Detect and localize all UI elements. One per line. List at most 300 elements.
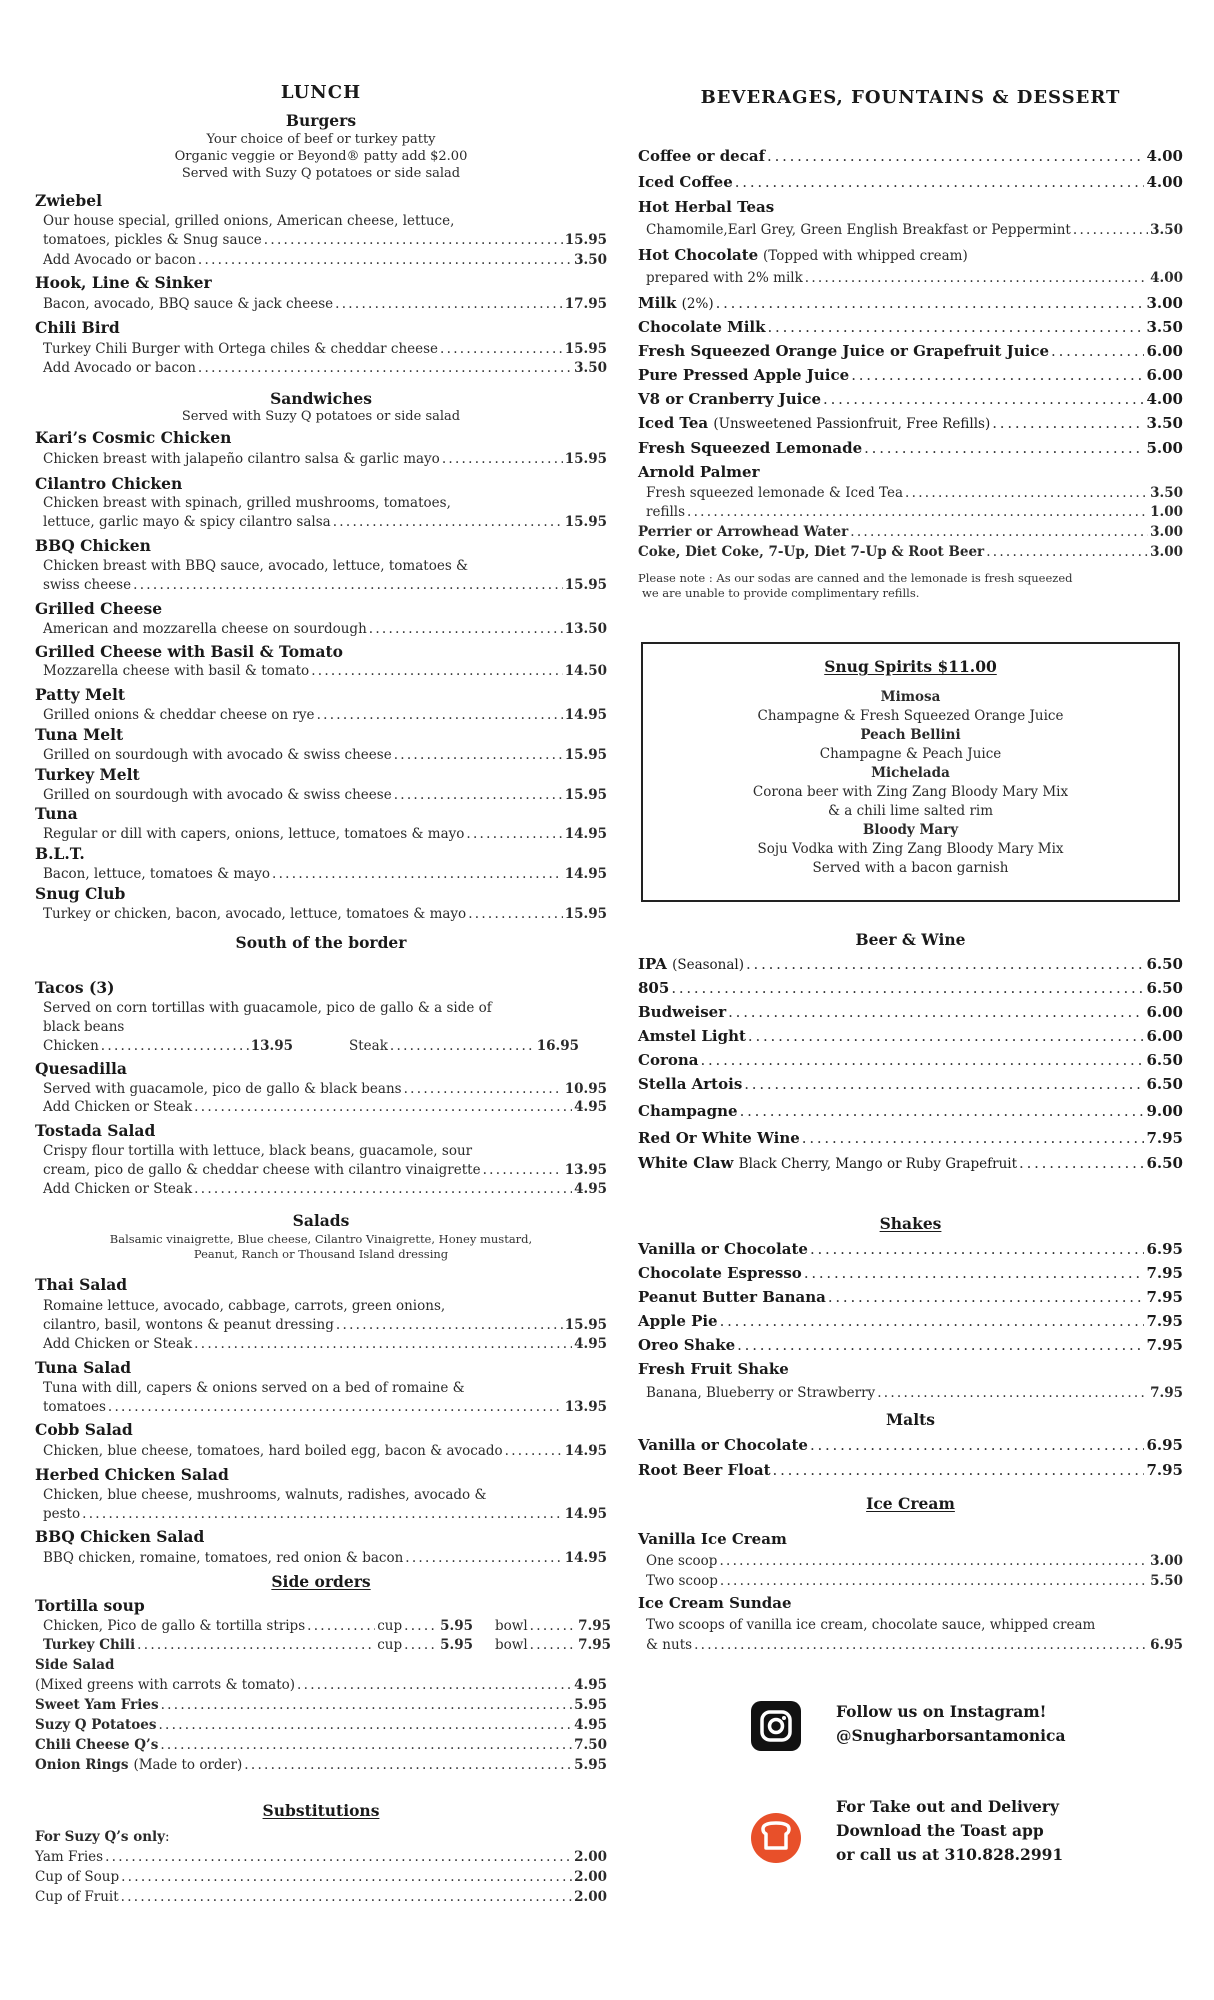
bev-row xyxy=(638,1461,1183,1479)
bev-price: 6.50 xyxy=(1146,955,1183,973)
menu-item-desc: Turkey Chili Burger with Ortega chiles & cheddar cheese xyxy=(43,341,439,357)
lunch-column xyxy=(35,0,611,2000)
toast-icon[interactable] xyxy=(750,1812,802,1864)
bev-price: 6.50 xyxy=(1146,1154,1183,1172)
toast-download: Download the Toast app xyxy=(836,1821,1044,1840)
subs-for-label: For Suzy Q’s only: xyxy=(35,1829,170,1845)
menu-item-desc: black beans xyxy=(43,1019,125,1035)
bev-name: Corona xyxy=(638,1051,699,1069)
menu-item-row xyxy=(35,1399,607,1415)
menu-item-name: Onion Rings xyxy=(35,1757,129,1773)
menu-item-name: Cobb Salad xyxy=(35,1420,133,1439)
addon-row xyxy=(35,1336,607,1352)
bev-name: 805 xyxy=(638,979,670,997)
bev-row xyxy=(638,1240,1183,1258)
bev-row xyxy=(638,979,1183,997)
tortilla-cup xyxy=(43,1618,473,1634)
menu-item-name: B.L.T. xyxy=(35,844,85,863)
menu-item-price: 7.50 xyxy=(574,1737,607,1753)
bev-price: 6.50 xyxy=(1146,1051,1183,1069)
bev-name: Hot Chocolate xyxy=(638,246,759,264)
tacos-chicken xyxy=(43,1038,293,1054)
bev-row xyxy=(638,173,1183,191)
subs-row xyxy=(35,1889,607,1905)
bev-price: 6.00 xyxy=(1146,342,1183,360)
note-line: Please note : As our sodas are canned and the lemonade is fresh squeezed xyxy=(638,571,1073,585)
bev-row xyxy=(638,1102,1183,1120)
bev-name: Fresh Squeezed Orange Juice or Grapefruit Juice xyxy=(638,342,1050,360)
bev-price: 1.00 xyxy=(1150,504,1183,520)
bev-label xyxy=(638,1154,1017,1172)
sandwiches-title: Sandwiches xyxy=(270,389,372,408)
menu-item-price: 15.95 xyxy=(564,906,607,922)
addon-row xyxy=(35,1181,607,1197)
addon-row xyxy=(35,1099,607,1115)
bev-row xyxy=(638,1264,1183,1282)
bev-row xyxy=(638,1288,1183,1306)
menu-item-price: 15.95 xyxy=(564,514,607,530)
menu-item-name: Quesadilla xyxy=(35,1059,127,1078)
bev-row xyxy=(638,1336,1183,1354)
spirit-desc: Corona beer with Zing Zang Bloody Mary Mix xyxy=(752,784,1069,800)
bev-name: Champagne xyxy=(638,1102,738,1120)
addon-price: 4.95 xyxy=(574,1099,607,1115)
follow-text: Follow us on Instagram! xyxy=(836,1702,1047,1721)
salads-title: Salads xyxy=(292,1211,350,1230)
menu-item-price: 15.95 xyxy=(564,232,607,248)
bev-row xyxy=(638,1637,1183,1653)
menu-item-desc: pesto xyxy=(43,1506,81,1522)
bev-note: (Unsweetened Passionfruit, Free Refills) xyxy=(713,416,991,432)
bev-price: 3.50 xyxy=(1146,414,1183,432)
bev-price: 4.00 xyxy=(1146,173,1183,191)
bev-label xyxy=(638,414,990,432)
menu-item-row xyxy=(35,341,607,357)
bev-row xyxy=(638,222,1183,238)
bev-desc: prepared with 2% milk xyxy=(646,270,803,286)
south-title: South of the border xyxy=(235,933,407,952)
menu-item-desc: Chicken breast with spinach, grilled mushrooms, tomatoes, xyxy=(43,495,451,511)
menu-item-name: BBQ Chicken Salad xyxy=(35,1527,205,1546)
menu-item-desc: Chicken, blue cheese, tomatoes, hard boiled egg, bacon & avocado xyxy=(43,1443,503,1459)
menu-item-price: 15.95 xyxy=(564,451,607,467)
turkey-chili-bowl xyxy=(495,1637,611,1653)
bev-price: 6.00 xyxy=(1146,366,1183,384)
bev-name: Coffee or decaf xyxy=(638,147,766,165)
bev-label xyxy=(638,955,744,973)
option-label: Steak xyxy=(349,1038,388,1054)
shake-price: 7.95 xyxy=(1146,1312,1183,1330)
addon-label: Add Chicken or Steak xyxy=(43,1336,193,1352)
bev-price: 5.00 xyxy=(1146,439,1183,457)
menu-item-name: Tostada Salad xyxy=(35,1121,156,1140)
bev-row xyxy=(638,1051,1183,1069)
menu-item-desc: Grilled on sourdough with avocado & swiss cheese xyxy=(43,747,392,763)
bev-note: (2%) xyxy=(681,296,714,312)
bev-price: 3.50 xyxy=(1150,485,1183,501)
bev-row xyxy=(638,544,1183,560)
menu-item-name: Zwiebel xyxy=(35,191,102,210)
bev-name: Red Or White Wine xyxy=(638,1129,800,1147)
menu-item-desc: Served on corn tortillas with guacamole, pico de gallo & a side of xyxy=(43,1000,492,1016)
bev-note: Black Cherry, Mango or Ruby Grapefruit xyxy=(738,1156,1018,1172)
instagram-icon[interactable] xyxy=(750,1700,802,1752)
menu-item-row xyxy=(35,787,607,803)
bev-name: IPA xyxy=(638,955,667,973)
bev-price: 9.00 xyxy=(1146,1102,1183,1120)
menu-item-price: 15.95 xyxy=(564,747,607,763)
instagram-handle[interactable]: @Snugharborsantamonica xyxy=(836,1726,1066,1745)
menu-item-name: Grilled Cheese with Basil & Tomato xyxy=(35,642,344,661)
addon-price: 3.50 xyxy=(574,360,607,376)
option-label: Chicken xyxy=(43,1038,99,1054)
bev-name: Hot Herbal Teas xyxy=(638,198,775,216)
menu-item-desc: tomatoes, pickles & Snug sauce xyxy=(43,232,262,248)
bev-price: 4.00 xyxy=(1150,270,1183,286)
subs-price: 2.00 xyxy=(574,1869,607,1885)
scoop-price: 3.00 xyxy=(1150,1553,1183,1569)
menu-item-name: Tuna Melt xyxy=(35,725,124,744)
shake-price: 7.95 xyxy=(1146,1264,1183,1282)
menu-item-row xyxy=(35,1506,607,1522)
shake-price: 6.95 xyxy=(1146,1240,1183,1258)
menu-item-desc: Served with guacamole, pico de gallo & black beans xyxy=(43,1081,402,1097)
menu-item-row xyxy=(35,866,607,882)
menu-item-desc: cilantro, basil, wontons & peanut dressing xyxy=(43,1317,334,1333)
burgers-intro-line: Organic veggie or Beyond® patty add $2.00 xyxy=(174,149,468,164)
spirit-desc: Served with a bacon garnish xyxy=(812,860,1009,876)
bev-price: 3.50 xyxy=(1150,222,1183,238)
spirits-list xyxy=(643,688,1178,878)
bev-row xyxy=(638,366,1183,384)
bev-desc: refills xyxy=(646,504,686,520)
burgers-intro xyxy=(35,131,607,182)
beer-wine-title: Beer & Wine xyxy=(855,930,966,949)
menu-item-desc: cream, pico de gallo & cheddar cheese with cilantro vinaigrette xyxy=(43,1162,481,1178)
menu-item-desc: Bacon, avocado, BBQ sauce & jack cheese xyxy=(43,296,334,312)
bev-desc: Chamomile,Earl Grey, Green English Breakfast or Peppermint xyxy=(646,222,1071,238)
menu-item-row xyxy=(35,232,607,248)
size-label: bowl xyxy=(495,1637,528,1653)
turkey-chili-cup xyxy=(43,1637,473,1653)
menu-item-desc: swiss cheese xyxy=(43,577,132,593)
spirit-desc: & a chili lime salted rim xyxy=(827,803,994,819)
menu-item-price: 13.95 xyxy=(564,1399,607,1415)
addon-price: 3.50 xyxy=(574,252,607,268)
size-price: 7.95 xyxy=(578,1618,611,1634)
addon-row xyxy=(35,360,607,376)
menu-item-price: 15.95 xyxy=(564,341,607,357)
menu-item-price: 14.95 xyxy=(564,826,607,842)
size-price: 7.95 xyxy=(578,1637,611,1653)
menu-item-name: Chili Bird xyxy=(35,318,120,337)
menu-item-name: Tuna Salad xyxy=(35,1358,132,1377)
ice-cream-name: Ice Cream Sundae xyxy=(638,1594,792,1612)
bev-row xyxy=(638,504,1183,520)
bev-row xyxy=(638,1385,1183,1401)
bev-row xyxy=(638,342,1183,360)
menu-item-row xyxy=(35,1317,607,1333)
menu-item-price: 15.95 xyxy=(564,577,607,593)
menu-item-desc: Grilled onions & cheddar cheese on rye xyxy=(43,707,315,723)
menu-item-row xyxy=(35,1162,607,1178)
bev-name: V8 or Cranberry Juice xyxy=(638,390,822,408)
phone-number[interactable]: or call us at 310.828.2991 xyxy=(836,1845,1064,1864)
menu-item-desc: Turkey or chicken, bacon, avocado, lettuce, tomatoes & mayo xyxy=(43,906,467,922)
bev-row xyxy=(638,318,1183,336)
bev-price: 6.50 xyxy=(1146,1075,1183,1093)
menu-item-desc: Romaine lettuce, avocado, cabbage, carrots, green onions, xyxy=(43,1298,446,1314)
subs-row xyxy=(35,1869,607,1885)
ice-cream-desc: Two scoops of vanilla ice cream, chocolate sauce, whipped cream xyxy=(646,1617,1096,1633)
menu-item-desc: Regular or dill with capers, onions, lettuce, tomatoes & mayo xyxy=(43,826,465,842)
menu-item-name: Turkey Chili xyxy=(43,1637,136,1653)
bev-row xyxy=(638,524,1183,540)
menu-item-price: 14.95 xyxy=(564,866,607,882)
bev-row xyxy=(638,1553,1183,1569)
addon-price: 4.95 xyxy=(574,1181,607,1197)
tortilla-row xyxy=(35,1618,611,1634)
menu-item-row xyxy=(35,826,607,842)
ice-cream-desc: & nuts xyxy=(646,1637,693,1653)
bev-name: Stella Artois xyxy=(638,1075,743,1093)
menu-item-desc: Chicken breast with jalapeño cilantro salsa & garlic mayo xyxy=(43,451,440,467)
menu-item-price: 15.95 xyxy=(564,787,607,803)
beverages-column xyxy=(638,0,1183,2000)
menu-item-price: 13.95 xyxy=(564,1162,607,1178)
bev-name: Iced Tea xyxy=(638,414,709,432)
menu-item-name: Tuna xyxy=(35,804,78,823)
menu-item-name: Thai Salad xyxy=(35,1275,128,1294)
menu-item-desc: Grilled on sourdough with avocado & swiss cheese xyxy=(43,787,392,803)
menu-item-desc: Chicken, blue cheese, mushrooms, walnuts, radishes, avocado & xyxy=(43,1487,487,1503)
ice-cream-price: 6.95 xyxy=(1150,1637,1183,1653)
menu-item-row xyxy=(35,577,607,593)
menu-item-name: Chili Cheese Q’s xyxy=(35,1737,159,1753)
menu-item-price: 14.95 xyxy=(564,1443,607,1459)
shake-price: 7.95 xyxy=(1146,1336,1183,1354)
menu-item-row xyxy=(35,1737,607,1753)
menu-item-row xyxy=(35,707,607,723)
shake-name: Peanut Butter Banana xyxy=(638,1288,826,1306)
menu-item-desc: Chicken breast with BBQ sauce, avocado, lettuce, tomatoes & xyxy=(43,558,469,574)
menu-item-price: 14.95 xyxy=(564,1506,607,1522)
menu-item-price: 4.95 xyxy=(574,1677,607,1693)
menu-item-note: (Made to order) xyxy=(133,1757,243,1773)
bev-row xyxy=(638,147,1183,165)
subs-price: 2.00 xyxy=(574,1889,607,1905)
size-price: 5.95 xyxy=(440,1618,473,1634)
bev-price: 3.00 xyxy=(1150,524,1183,540)
scoop-label: One scoop xyxy=(646,1553,718,1569)
subs-for: For Suzy Q’s only xyxy=(35,1829,165,1845)
bev-name: Perrier or Arrowhead Water xyxy=(638,524,849,540)
menu-item-name: Snug Club xyxy=(35,884,126,903)
bev-row xyxy=(638,485,1183,501)
spirit-desc: Champagne & Fresh Squeezed Orange Juice xyxy=(757,708,1064,724)
bev-price: 6.00 xyxy=(1146,1003,1183,1021)
menu-item-name: Suzy Q Potatoes xyxy=(35,1717,157,1733)
menu-item-desc: Crispy flour tortilla with lettuce, black beans, guacamole, sour xyxy=(43,1143,473,1159)
spirit-name: Peach Bellini xyxy=(860,727,961,743)
size-price: 5.95 xyxy=(440,1637,473,1653)
bev-name: Budweiser xyxy=(638,1003,727,1021)
bev-row xyxy=(638,270,1183,286)
menu-item-name: Hook, Line & Sinker xyxy=(35,273,212,292)
menu-item-desc: Bacon, lettuce, tomatoes & mayo xyxy=(43,866,270,882)
addon-row xyxy=(35,252,607,268)
option-price: 13.95 xyxy=(250,1038,293,1054)
subs-name: Cup of Soup xyxy=(35,1869,120,1885)
menu-item-price: 14.50 xyxy=(564,663,607,679)
bev-header xyxy=(638,246,1183,264)
bev-price: 6.00 xyxy=(1146,1027,1183,1045)
spirit-desc: Soju Vodka with Zing Zang Bloody Mary Mix xyxy=(757,841,1064,857)
menu-item-name: Grilled Cheese xyxy=(35,599,163,618)
bev-price: 3.50 xyxy=(1146,318,1183,336)
bev-row xyxy=(638,439,1183,457)
bev-row xyxy=(638,414,1183,432)
bev-row xyxy=(638,1436,1183,1454)
burgers-intro-line: Served with Suzy Q potatoes or side salad xyxy=(181,166,461,181)
soda-note xyxy=(638,571,1183,601)
tortilla-bowl xyxy=(495,1618,611,1634)
malts-title: Malts xyxy=(886,1410,935,1429)
shake-price: 7.95 xyxy=(1146,1288,1183,1306)
bev-name: Milk xyxy=(638,294,677,312)
lunch-title: LUNCH xyxy=(280,82,362,103)
shake-desc: Banana, Blueberry or Strawberry xyxy=(646,1385,876,1401)
bev-name: Coke, Diet Coke, 7-Up, Diet 7-Up & Root Beer xyxy=(638,544,985,560)
bev-row xyxy=(638,1027,1183,1045)
menu-item-row xyxy=(35,1757,607,1773)
menu-item-desc: Our house special, grilled onions, American cheese, lettuce, xyxy=(43,213,455,229)
bev-name: Amstel Light xyxy=(638,1027,746,1045)
option-price: 16.95 xyxy=(536,1038,579,1054)
menu-item-price: 17.95 xyxy=(564,296,607,312)
menu-item-name: Turkey Melt xyxy=(35,765,140,784)
subs-name: Yam Fries xyxy=(35,1849,104,1865)
menu-item-row xyxy=(35,906,607,922)
malt-price: 6.95 xyxy=(1146,1436,1183,1454)
menu-item-price: 5.95 xyxy=(574,1697,607,1713)
malt-name: Vanilla or Chocolate xyxy=(638,1436,808,1454)
menu-item-name: Sweet Yam Fries xyxy=(35,1697,159,1713)
subs-row xyxy=(35,1849,607,1865)
menu-item-desc: American and mozzarella cheese on sourdough xyxy=(43,621,367,637)
menu-item-name: Cilantro Chicken xyxy=(35,474,183,493)
menu-item-row xyxy=(35,296,607,312)
bev-name: Chocolate Milk xyxy=(638,318,766,336)
instagram-block xyxy=(836,1700,1066,1748)
menu-item-price: 14.95 xyxy=(564,1550,607,1566)
shake-price: 7.95 xyxy=(1150,1385,1183,1401)
bev-price: 6.50 xyxy=(1146,979,1183,997)
bev-row xyxy=(638,294,1183,312)
bev-row xyxy=(638,955,1183,973)
bev-note: (Seasonal) xyxy=(672,957,745,973)
scoop-label: Two scoop xyxy=(646,1573,718,1589)
bev-name: Iced Coffee xyxy=(638,173,733,191)
spirit-name: Mimosa xyxy=(880,689,941,705)
menu-item-price: 5.95 xyxy=(574,1757,607,1773)
menu-item-desc: tomatoes xyxy=(43,1399,106,1415)
addon-price: 4.95 xyxy=(574,1336,607,1352)
bev-row xyxy=(638,1312,1183,1330)
menu-item-name: Kari’s Cosmic Chicken xyxy=(35,428,232,447)
menu-item-desc: Tuna with dill, capers & onions served on a bed of romaine & xyxy=(43,1380,465,1396)
spirits-box xyxy=(641,642,1180,902)
dressing-line: Balsamic vinaigrette, Blue cheese, Cilantro Vinaigrette, Honey mustard, xyxy=(109,1232,533,1246)
menu-item-row xyxy=(35,663,607,679)
bev-price: 7.95 xyxy=(1146,1129,1183,1147)
bev-row xyxy=(638,1154,1183,1172)
menu-item-row xyxy=(35,1697,607,1713)
shake-name: Vanilla or Chocolate xyxy=(638,1240,808,1258)
menu-item-row xyxy=(35,1081,607,1097)
beverages-title: BEVERAGES, FOUNTAINS & DESSERT xyxy=(700,87,1121,108)
bev-price: 3.00 xyxy=(1146,294,1183,312)
menu-item-row xyxy=(35,1717,607,1733)
shake-name: Fresh Fruit Shake xyxy=(638,1360,789,1378)
menu-item-price: 4.95 xyxy=(574,1717,607,1733)
subs-price: 2.00 xyxy=(574,1849,607,1865)
menu-item-desc: lettuce, garlic mayo & spicy cilantro salsa xyxy=(43,514,331,530)
ice-cream-name: Vanilla Ice Cream xyxy=(638,1530,787,1548)
addon-label: Add Chicken or Steak xyxy=(43,1181,193,1197)
menu-item-desc: (Mixed greens with carrots & tomato) xyxy=(35,1677,296,1693)
malt-name: Root Beer Float xyxy=(638,1461,771,1479)
bev-price: 4.00 xyxy=(1146,147,1183,165)
shake-name: Chocolate Espresso xyxy=(638,1264,802,1282)
burgers-intro-line: Your choice of beef or turkey patty xyxy=(206,132,436,147)
subs-name: Cup of Fruit xyxy=(35,1889,119,1905)
bev-desc: Fresh squeezed lemonade & Iced Tea xyxy=(646,485,904,501)
scoop-price: 5.50 xyxy=(1150,1573,1183,1589)
side-orders-title: Side orders xyxy=(271,1572,371,1591)
menu-item-row xyxy=(35,1550,607,1566)
menu-item-name: Tortilla soup xyxy=(35,1596,145,1615)
menu-item-price: 14.95 xyxy=(564,707,607,723)
menu-item-price: 10.95 xyxy=(564,1081,607,1097)
menu-item-price: 15.95 xyxy=(564,1317,607,1333)
tacos-steak xyxy=(349,1038,579,1054)
takeout-text: For Take out and Delivery xyxy=(836,1797,1059,1816)
menu-item-name: BBQ Chicken xyxy=(35,536,151,555)
bev-name: Fresh Squeezed Lemonade xyxy=(638,439,863,457)
spirit-name: Bloody Mary xyxy=(862,822,959,838)
menu-item-price: 13.50 xyxy=(564,621,607,637)
ice-cream-title: Ice Cream xyxy=(866,1494,955,1513)
size-label: cup xyxy=(377,1637,403,1653)
menu-item-row xyxy=(35,451,607,467)
shake-name: Apple Pie xyxy=(638,1312,718,1330)
menu-item-name: Patty Melt xyxy=(35,685,126,704)
tacos-options xyxy=(35,1038,607,1054)
spirit-name: Michelada xyxy=(871,765,950,781)
note-line: we are unable to provide complimentary refills. xyxy=(642,586,920,600)
addon-label: Add Chicken or Steak xyxy=(43,1099,193,1115)
addon-label: Add Avocado or bacon xyxy=(43,360,196,376)
size-label: bowl xyxy=(495,1618,528,1634)
bev-row xyxy=(638,1003,1183,1021)
menu-item-row xyxy=(35,747,607,763)
bev-note: (Topped with whipped cream) xyxy=(763,248,968,264)
bev-label xyxy=(638,294,714,312)
menu-item-name: Side Salad xyxy=(35,1657,115,1673)
menu-item-desc: Chicken, Pico de gallo & tortilla strips xyxy=(43,1618,306,1634)
menu-item-row xyxy=(35,1443,607,1459)
